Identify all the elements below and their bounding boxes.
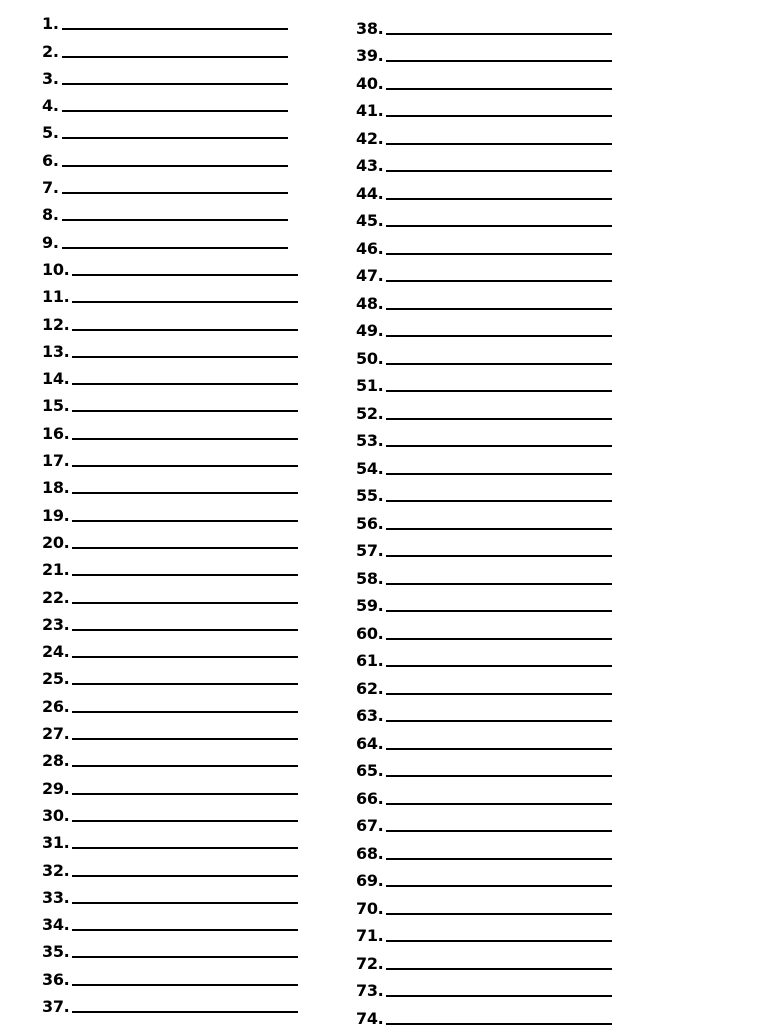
item-number: 60. [356,623,384,643]
answer-blank[interactable] [386,968,612,970]
answer-blank[interactable] [72,875,298,877]
answer-blank[interactable] [386,390,612,392]
answer-blank[interactable] [72,410,298,412]
item-number: 67. [356,816,384,835]
item-number: 24. [42,642,70,662]
answer-blank[interactable] [62,247,288,249]
list-item [42,552,332,579]
list-item [42,880,332,907]
answer-blank[interactable] [72,465,298,467]
item-number: 43. [356,156,384,175]
list-item [356,725,646,753]
item-number: 65. [356,761,384,780]
item-number: 20. [42,532,70,552]
list-item [356,423,646,451]
list-item [356,835,646,863]
item-number: 53. [356,431,384,450]
answer-blank[interactable] [72,820,298,822]
answer-blank[interactable] [386,858,612,860]
answer-blank[interactable] [386,720,612,722]
list-item [356,560,646,588]
list-item [356,313,646,341]
answer-blank[interactable] [72,765,298,767]
item-number: 63. [356,706,384,725]
item-number: 13. [42,341,70,361]
list-item [42,306,332,333]
answer-blank[interactable] [386,665,612,667]
list-item [356,615,646,643]
item-number: 44. [356,183,384,203]
list-item [42,142,332,169]
item-number: 19. [42,505,70,525]
answer-blank[interactable] [386,418,612,420]
item-number: 30. [42,805,70,825]
item-number: 62. [356,678,384,698]
item-number: 3. [42,68,59,88]
item-number: 7. [42,178,59,198]
item-number: 21. [42,560,70,580]
item-number: 64. [356,733,384,753]
answer-blank[interactable] [386,803,612,805]
answer-blank[interactable] [386,445,612,447]
list-item [42,115,332,142]
answer-blank[interactable] [386,500,612,502]
list-item [356,203,646,231]
list-item [42,770,332,797]
list-item [42,61,332,88]
list-item [356,450,646,478]
answer-blank[interactable] [72,984,298,986]
list-item [356,395,646,423]
item-number: 23. [42,614,70,634]
list-item [42,88,332,115]
item-number: 16. [42,423,70,443]
item-number: 58. [356,568,384,588]
answer-blank[interactable] [386,115,612,117]
item-number: 61. [356,651,384,670]
list-item [356,148,646,176]
answer-blank[interactable] [72,301,298,303]
item-number: 33. [42,887,70,907]
answer-blank[interactable] [386,693,612,695]
right-column [356,10,646,1028]
item-number: 18. [42,478,70,498]
item-number: 40. [356,73,384,93]
answer-blank[interactable] [386,473,612,475]
answer-blank[interactable] [386,143,612,145]
item-number: 2. [42,41,59,61]
item-number: 34. [42,915,70,935]
item-number: 57. [356,541,384,560]
answer-blank[interactable] [386,335,612,337]
list-item [356,670,646,698]
answer-blank[interactable] [386,583,612,585]
item-number: 26. [42,696,70,716]
list-item [42,743,332,770]
answer-blank[interactable] [72,956,298,958]
answer-blank[interactable] [386,775,612,777]
answer-blank[interactable] [72,793,298,795]
item-number: 56. [356,513,384,533]
answer-blank[interactable] [62,110,288,112]
answer-blank[interactable] [72,329,298,331]
answer-blank[interactable] [62,192,288,194]
answer-blank[interactable] [386,940,612,942]
list-item [42,661,332,688]
item-number: 66. [356,788,384,808]
item-number: 36. [42,969,70,989]
answer-blank[interactable] [72,738,298,740]
answer-blank[interactable] [72,520,298,522]
list-item [42,634,332,661]
list-item [356,65,646,93]
item-number: 12. [42,314,70,334]
answer-blank[interactable] [386,308,612,310]
item-number: 69. [356,871,384,890]
list-item [356,175,646,203]
list-item [42,33,332,60]
list-item [356,533,646,561]
list-item [42,825,332,852]
list-item [356,890,646,918]
item-number: 50. [356,348,384,368]
answer-blank[interactable] [62,165,288,167]
item-number: 38. [356,18,384,38]
item-number: 4. [42,96,59,116]
item-number: 29. [42,778,70,798]
answer-blank[interactable] [72,1011,298,1013]
answer-blank[interactable] [72,902,298,904]
item-number: 59. [356,596,384,615]
item-number: 55. [356,486,384,505]
list-item [42,361,332,388]
item-number: 49. [356,321,384,340]
answer-blank[interactable] [72,383,298,385]
list-item [356,10,646,38]
list-item [42,525,332,552]
item-number: 54. [356,458,384,478]
list-item [356,505,646,533]
item-number: 5. [42,123,59,143]
item-number: 70. [356,898,384,918]
item-number: 14. [42,369,70,389]
item-number: 15. [42,396,70,416]
list-item [356,258,646,286]
item-number: 72. [356,953,384,973]
answer-blank[interactable] [62,219,288,221]
answer-blank[interactable] [386,610,612,612]
list-item [42,688,332,715]
answer-blank[interactable] [386,528,612,530]
item-number: 74. [356,1008,384,1028]
answer-blank[interactable] [62,56,288,58]
list-item [42,934,332,961]
answer-blank[interactable] [72,629,298,631]
answer-blank[interactable] [386,555,612,557]
list-item [42,334,332,361]
answer-blank[interactable] [72,602,298,604]
list-item [356,973,646,1001]
list-item [42,170,332,197]
list-item [356,1000,646,1028]
answer-blank[interactable] [72,574,298,576]
item-number: 71. [356,926,384,945]
list-item [42,989,332,1016]
item-number: 41. [356,101,384,120]
item-number: 25. [42,669,70,689]
list-item [356,38,646,66]
list-item [356,478,646,506]
answer-blank[interactable] [62,28,288,30]
item-number: 6. [42,150,59,170]
answer-blank[interactable] [72,356,298,358]
answer-blank[interactable] [386,638,612,640]
list-item [42,279,332,306]
item-number: 17. [42,451,70,471]
list-item [42,497,332,524]
item-number: 35. [42,942,70,962]
item-number: 46. [356,238,384,258]
answer-blank[interactable] [72,711,298,713]
left-column [42,6,332,1016]
list-item [42,252,332,279]
item-number: 27. [42,724,70,744]
item-number: 47. [356,266,384,285]
item-number: 48. [356,293,384,313]
answer-blank[interactable] [72,683,298,685]
answer-blank[interactable] [386,995,612,997]
list-item [356,863,646,891]
answer-blank[interactable] [72,929,298,931]
list-item [42,224,332,251]
answer-blank[interactable] [386,33,612,35]
item-number: 32. [42,860,70,880]
answer-blank[interactable] [72,547,298,549]
list-item [42,443,332,470]
answer-blank[interactable] [386,748,612,750]
list-item [42,579,332,606]
list-item [42,415,332,442]
list-item [356,643,646,671]
item-number: 1. [42,14,59,34]
list-item [42,716,332,743]
list-item [42,470,332,497]
item-number: 52. [356,403,384,423]
answer-blank[interactable] [386,913,612,915]
item-number: 11. [42,287,70,307]
list-item [356,588,646,616]
list-item [356,698,646,726]
answer-blank[interactable] [72,492,298,494]
answer-blank[interactable] [72,274,298,276]
answer-blank[interactable] [386,60,612,62]
list-item [356,285,646,313]
item-number: 10. [42,259,70,279]
list-item [42,388,332,415]
item-number: 28. [42,751,70,771]
list-item [356,918,646,946]
answer-blank[interactable] [386,363,612,365]
item-number: 9. [42,232,59,252]
item-number: 22. [42,587,70,607]
list-item [356,945,646,973]
list-item [42,961,332,988]
list-item [356,368,646,396]
item-number: 42. [356,128,384,148]
answer-blank[interactable] [386,88,612,90]
answer-blank[interactable] [72,656,298,658]
answer-blank[interactable] [386,170,612,172]
list-item [42,907,332,934]
answer-blank[interactable] [386,253,612,255]
item-number: 45. [356,211,384,230]
answer-blank[interactable] [386,225,612,227]
list-item [42,852,332,879]
answer-blank[interactable] [386,885,612,887]
answer-blank[interactable] [62,83,288,85]
answer-blank[interactable] [386,280,612,282]
answer-blank[interactable] [386,198,612,200]
list-item [356,780,646,808]
answer-blank[interactable] [386,830,612,832]
list-item [356,230,646,258]
list-item [356,808,646,836]
item-number: 8. [42,205,59,225]
item-number: 39. [356,46,384,65]
answer-blank[interactable] [72,438,298,440]
answer-blank[interactable] [72,847,298,849]
item-number: 68. [356,843,384,863]
item-number: 51. [356,376,384,395]
item-number: 37. [42,996,70,1016]
list-item [356,120,646,148]
answer-blank[interactable] [62,137,288,139]
list-item [356,340,646,368]
list-item [356,753,646,781]
list-item [356,93,646,121]
item-number: 31. [42,833,70,853]
list-item [42,6,332,33]
item-number: 73. [356,981,384,1000]
list-item [42,798,332,825]
list-item [42,607,332,634]
list-item [42,197,332,224]
